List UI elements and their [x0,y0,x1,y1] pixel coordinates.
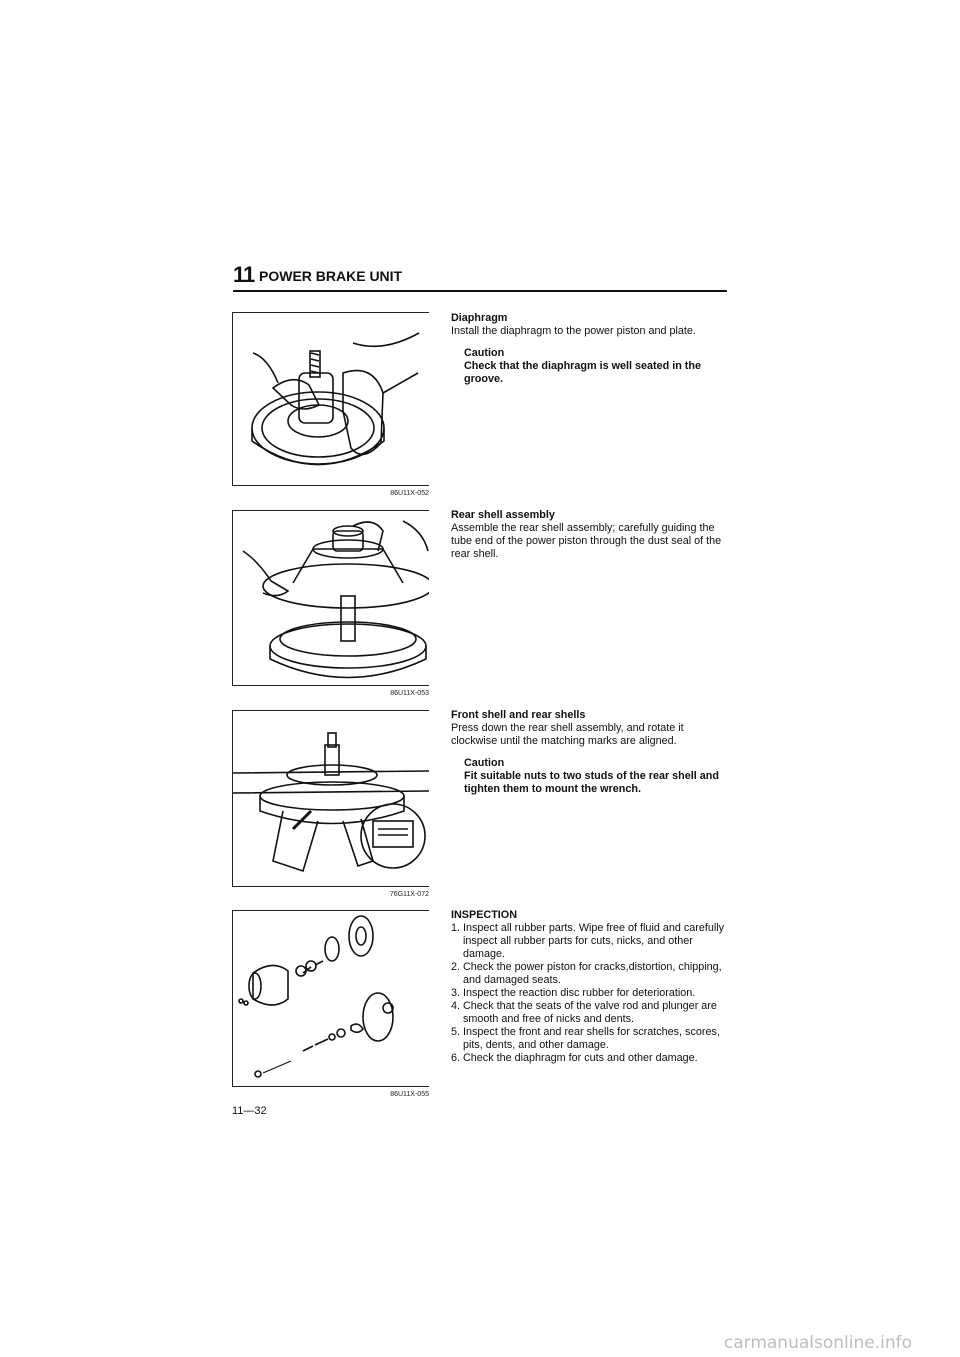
chapter-number: 11 [233,262,255,287]
figure-diaphragm [232,312,429,497]
caution-text: Check that the diaphragm is well seated in the groove. [464,360,701,385]
page-number: 11—32 [232,1105,267,1117]
figure-front-shell [232,710,429,898]
section-diaphragm [451,312,729,386]
caution-text: Fit suitable nuts to two studs of the rear shell and tighten them to mount the wrench. [464,770,719,795]
figure-code: 86U11X-052 [390,490,429,497]
caution-title: Caution [464,757,505,769]
caution-note [464,347,729,386]
caution-note [464,757,729,796]
figure-parts [232,910,429,1098]
figure-code: 76G11X-072 [389,891,429,898]
section-body: Assemble the rear shell assembly; carefully guiding the tube end of the power piston through the dust seal of the rear shell. [451,522,722,560]
figure-code: 86U11X-053 [390,690,429,697]
section-rear-shell [451,509,729,561]
list-item: 1. Inspect all rubber parts. Wipe free of fluid and carefully inspect all rubber parts for cuts, nicks, and other damage. [451,922,725,960]
rear-shell-assembly-icon [233,511,429,685]
watermark: carmanualsonline.info [723,1333,912,1353]
caution-title: Caution [464,347,505,359]
section-heading: Rear shell assembly [451,509,555,521]
section-heading: INSPECTION [451,909,517,921]
section-front-shell [451,709,729,796]
list-item: 4. Check that the seats of the valve rod and plunger are smooth and free of nicks and dents. [451,1000,717,1025]
section-inspection [451,909,729,1065]
front-rear-shell-icon [233,711,429,886]
list-item: 5. Inspect the front and rear shells for scratches, scores, pits, dents, and other damage. [451,1026,720,1051]
section-heading: Front shell and rear shells [451,709,586,721]
page-header [233,262,727,292]
chapter-title: POWER BRAKE UNIT [259,268,403,284]
inspection-list [451,922,729,1065]
exploded-parts-icon [233,911,429,1086]
diaphragm-install-icon [233,313,429,485]
figure-code: 86U11X-055 [390,1091,429,1098]
figure-rear-shell [232,510,429,697]
section-body: Press down the rear shell assembly, and rotate it clockwise until the matching marks are aligned. [451,722,684,747]
list-item: 2. Check the power piston for cracks,distortion, chipping, and damaged seats. [451,961,722,986]
section-heading: Diaphragm [451,312,508,324]
list-item: 6. Check the diaphragm for cuts and other damage. [451,1052,698,1064]
section-body: Install the diaphragm to the power piston and plate. [451,325,696,337]
list-item: 3. Inspect the reaction disc rubber for deterioration. [451,987,696,999]
